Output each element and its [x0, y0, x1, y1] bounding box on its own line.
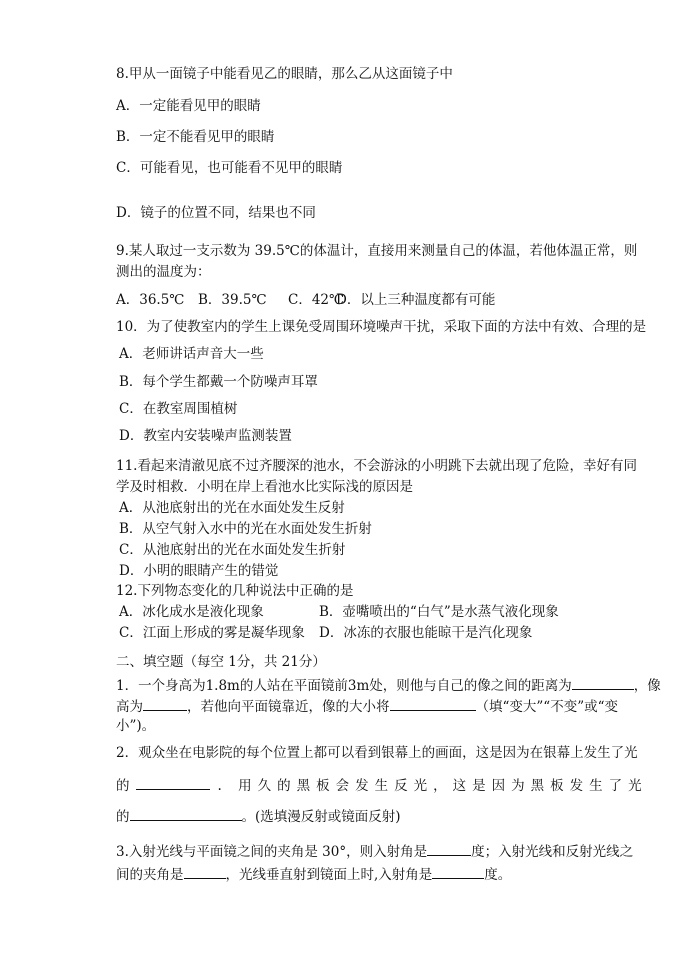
q9-options [116, 291, 495, 309]
f3-text-c: 间的夹角是 [116, 867, 184, 883]
q11-option-b: B．从空气射入水中的光在水面处发生折射 [119, 521, 372, 537]
q11-option-a: A．从池底射出的光在水面处发生反射 [119, 500, 345, 516]
f2-text-e: 。(选填漫反射或镜面反射) [241, 809, 401, 825]
q12-options-row1 [119, 603, 559, 621]
q11-stem-line1: 11.看起来清澈见底不过齐腰深的池水，不会游泳的小明跳下去就出现了危险，幸好有同 [116, 458, 637, 474]
q8-option-b: B．一定不能看见甲的眼睛 [116, 129, 275, 145]
q8-stem: 8.甲从一面镜子中能看见乙的眼睛，那么乙从这面镜子中 [116, 66, 453, 82]
f2-line2 [116, 775, 648, 793]
f2-text-b: 的 [116, 778, 130, 794]
q12-option-c: C．江面上形成的雾是凝华现象 [119, 625, 305, 641]
q12-option-a: A．冰化成水是液化现象 [119, 604, 264, 620]
f3-blank-3 [432, 864, 484, 879]
f2-line1: 2．观众坐在电影院的每个位置上都可以看到银幕上的画面，这是因为在银幕上发生了光 [116, 745, 638, 761]
q9-option-d: D．以上三种温度都有可能 [336, 292, 496, 308]
q11-option-d: D．小明的眼睛产生的错觉 [119, 563, 279, 579]
q11-option-c: C．从池底射出的光在水面处发生折射 [119, 542, 346, 558]
f1-text-e: （填“变大”“不变”或“变 [475, 699, 619, 715]
q9-stem-line1: 9.某人取过一支示数为 39.5℃的体温计，直接用来测量自己的体温，若他体温正常，则 [116, 243, 638, 259]
q9-stem-line2: 测出的温度为： [116, 264, 211, 280]
f3-text-b: 度；入射光线和反射光线之 [471, 844, 634, 860]
q10-option-a: A．老师讲话声音大一些 [119, 346, 264, 362]
q12-options-row2 [119, 624, 532, 642]
q10-option-d: D．教室内安装噪声监测装置 [119, 428, 292, 444]
f2-blank-1 [136, 775, 210, 790]
section2-title: 二、填空题（每空 1分，共 21分） [116, 654, 326, 670]
q8-option-d: D．镜子的位置不同，结果也不同 [116, 205, 316, 221]
f2-blank-2 [130, 806, 242, 821]
q10-option-c: C．在教室周围植树 [119, 401, 238, 417]
q9-option-a: A．36.5℃ [116, 292, 185, 308]
f3-line2 [116, 864, 511, 882]
f1-text-b: ，像 [633, 678, 661, 694]
q12-option-b: B．壶嘴喷出的“白气”是水蒸气液化现象 [319, 604, 559, 620]
q11-stem-line2: 学及时相救．小明在岸上看池水比实际浅的原因是 [116, 479, 413, 495]
f3-blank-1 [427, 841, 471, 856]
q8-option-c: C．可能看见，也可能看不见甲的眼睛 [116, 160, 343, 176]
f2-text-c: . 用久的黑板会发生反光，这是因为黑板发生了光 [217, 778, 648, 794]
q8-option-a: A．一定能看见甲的眼睛 [116, 98, 261, 114]
f1-blank-3 [390, 696, 476, 711]
q12-option-d: D．冰冻的衣服也能晾干是汽化现象 [319, 625, 533, 641]
f1-line2 [116, 696, 618, 714]
q10-option-b: B．每个学生都戴一个防噪声耳罩 [119, 374, 318, 390]
f2-text-d: 的 [116, 809, 130, 825]
f1-text-a: 1．一个身高为1.8m的人站在平面镜前3m处，则他与自己的像之间的距离为 [116, 678, 572, 694]
q9-option-c: C．42℃ [288, 292, 345, 308]
f1-text-c: 高为 [116, 699, 143, 715]
f3-text-e: 度。 [484, 867, 512, 883]
f3-text-d: ，光线垂直射到镜面上时,入射角是 [225, 867, 433, 883]
f1-text-d: ，若他向平面镜靠近，像的大小将 [187, 699, 390, 715]
f3-line1 [116, 841, 633, 859]
f3-blank-2 [184, 864, 226, 879]
q10-stem: 10．为了使教室内的学生上课免受周围环境噪声干扰，采取下面的方法中有效、合理的是 [116, 319, 647, 335]
f1-blank-2 [143, 696, 187, 711]
f3-text-a: 3.入射光线与平面镜之间的夹角是 30°，则入射角是 [116, 844, 428, 860]
f1-line3: 小”)。 [116, 718, 156, 734]
q9-option-b: B．39.5℃ [198, 292, 267, 308]
f1-blank-1 [572, 675, 634, 690]
f1-line1 [116, 675, 661, 693]
q12-stem: 12.下列物态变化的几种说法中正确的是 [116, 583, 354, 599]
f2-line3 [116, 806, 401, 824]
